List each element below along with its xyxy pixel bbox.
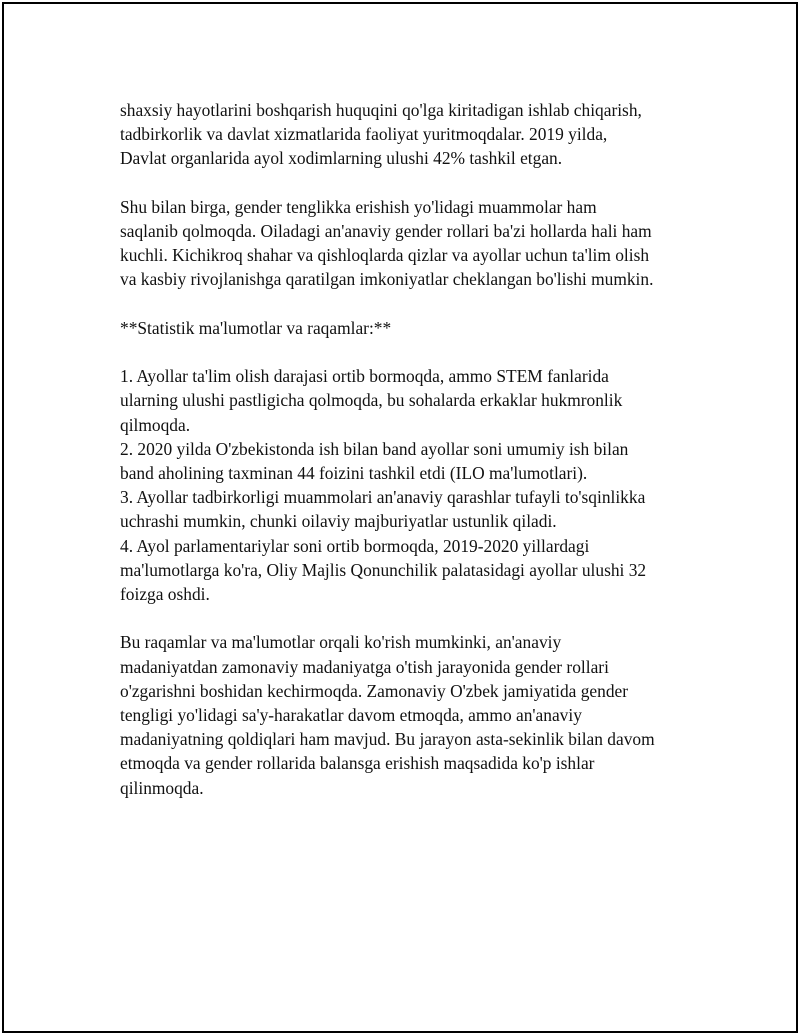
- list-line: 2. 2020 yilda O'zbekistonda ish bilan band ayollar soni umumiy ish bilan: [120, 438, 629, 459]
- text-line: o'zgarishni boshidan kechirmoqda. Zamonaviy O'zbek jamiyatida gender: [120, 680, 629, 701]
- section-heading: **Statistik ma'lumotlar va raqamlar:**: [120, 317, 392, 338]
- text-line: shaxsiy hayotlarini boshqarish huquqini qo'lga kiritadigan ishlab chiqarish,: [120, 100, 642, 120]
- list-line: ma'lumotlarga ko'ra, Oliy Majlis Qonunchilik palatasidagi ayollar ulushi 32: [120, 559, 647, 580]
- paragraph-spacer: [120, 171, 700, 195]
- list-line: 1. Ayollar ta'lim olish darajasi ortib bormoqda, ammo STEM fanlarida: [120, 366, 609, 387]
- text-line: etmoqda va gender rollarida balansga erishish maqsadida ko'p ishlar: [120, 753, 595, 774]
- list-line: ularning ulushi pastligicha qolmoqda, bu sohalarda erkaklar hukmronlik: [120, 390, 623, 411]
- paragraph-conclusion: [120, 630, 700, 799]
- statistics-list: [120, 364, 700, 606]
- text-line: va kasbiy rivojlanishga qaratilgan imkoniyatlar cheklangan bo'lishi mumkin.: [120, 269, 654, 290]
- list-line: band aholining taxminan 44 foizini tashkil etdi (ILO ma'lumotlari).: [120, 463, 588, 483]
- list-line: qilmoqda.: [120, 414, 191, 435]
- text-line: tengligi yo'lidagi sa'y-harakatlar davom etmoqda, ammo an'anaviy: [120, 705, 582, 726]
- text-line: Davlat organlarida ayol xodimlarning ulushi 42% tashkil etgan.: [120, 148, 563, 169]
- text-line: saqlanib qolmoqda. Oiladagi an'anaviy gender rollari ba'zi hollarda hali ham: [120, 221, 652, 241]
- list-line: 3. Ayollar tadbirkorligi muammolari an'anaviy qarashlar tufayli to'sqinlikka: [120, 487, 646, 508]
- text-line: tadbirkorlik va davlat xizmatlarida faoliyat yuritmoqdalar. 2019 yilda,: [120, 124, 608, 145]
- text-line: Bu raqamlar va ma'lumotlar orqali ko'rish mumkinki, an'anaviy: [120, 632, 562, 653]
- document-page: [2, 2, 798, 1033]
- list-line: uchrashi mumkin, chunki oilaviy majburiyatlar ustunlik qiladi.: [120, 511, 557, 532]
- text-line: qilinmoqda.: [120, 777, 204, 798]
- paragraph-intro: [120, 98, 700, 171]
- list-line: 4. Ayol parlamentariylar soni ortib bormoqda, 2019-2020 yillardagi: [120, 535, 590, 556]
- paragraph-spacer: [120, 340, 700, 364]
- paragraph-spacer: [120, 606, 700, 630]
- paragraph-spacer: [120, 292, 700, 316]
- text-line: madaniyatning qoldiqlari ham mavjud. Bu jarayon asta-sekinlik bilan davom: [120, 729, 655, 750]
- document-body: [120, 98, 700, 800]
- text-line: Shu bilan birga, gender tenglikka erishish yo'lidagi muammolar ham: [120, 196, 597, 217]
- text-line: kuchli. Kichikroq shahar va qishloqlarda qizlar va ayollar uchun ta'lim olish: [120, 245, 650, 266]
- text-line: madaniyatdan zamonaviy madaniyatga o'tish jarayonida gender rollari: [120, 656, 609, 677]
- paragraph-challenges: [120, 195, 700, 292]
- list-line: foizga oshdi.: [120, 584, 210, 605]
